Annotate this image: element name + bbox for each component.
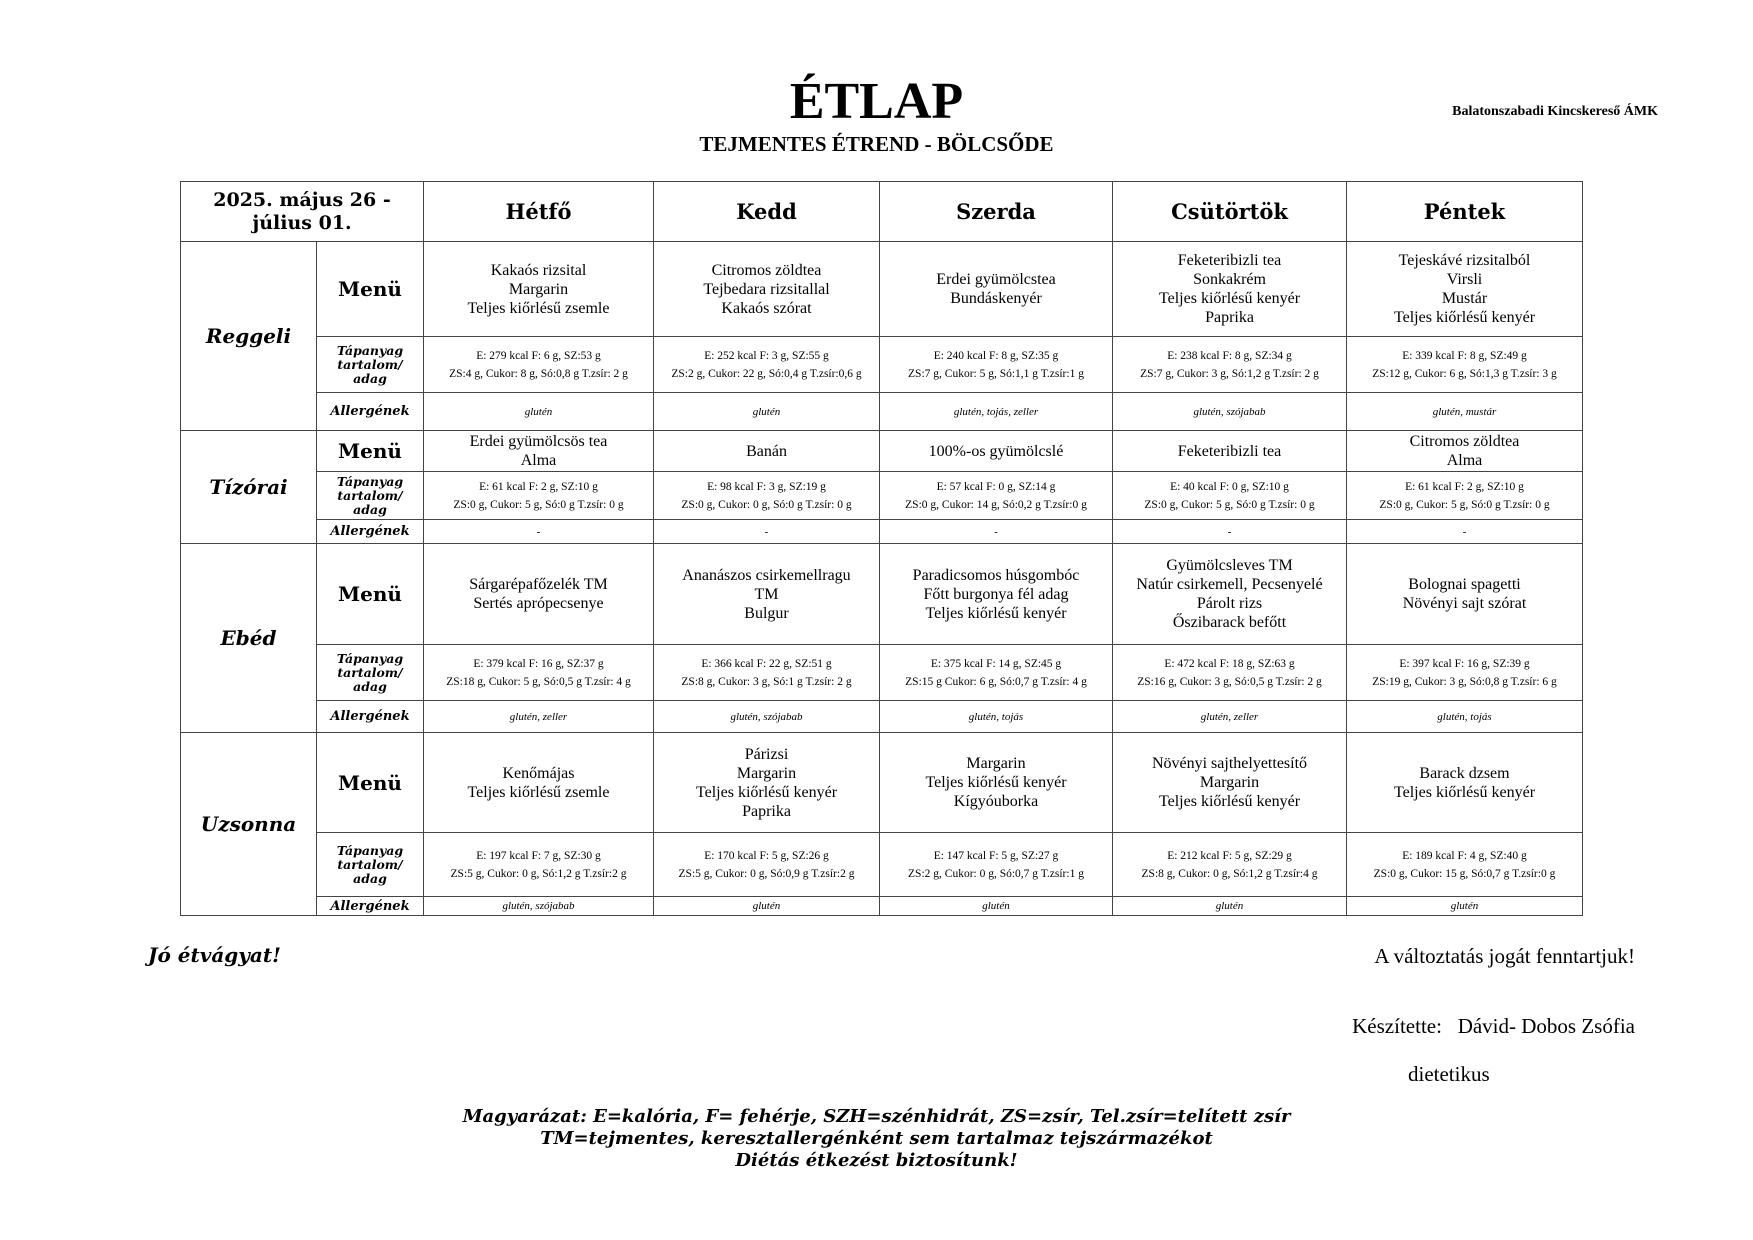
header-row	[181, 182, 1583, 242]
menu-cell	[880, 733, 1113, 833]
nutrition-line: ZS:0 g, Cukor: 14 g, Só:0,2 g T.zsír:0 g	[905, 498, 1087, 511]
disclaimer: A változtatás jogát fenntartjuk!	[1374, 944, 1635, 968]
nutrition-cell	[880, 337, 1113, 393]
organization-name: Balatonszabadi Kincskereső ÁMK	[1452, 104, 1658, 119]
menu-item: Teljes kiőrlésű kenyér	[925, 774, 1067, 791]
menu-item: 100%-os gyümölcslé	[928, 442, 1064, 460]
nutrition-line: ZS:5 g, Cukor: 0 g, Só:0,9 g T.zsír:2 g	[678, 867, 855, 880]
menu-cell	[1347, 431, 1583, 472]
nutrition-cell	[654, 472, 880, 520]
nutrition-line: ZS:2 g, Cukor: 0 g, Só:0,7 g T.zsír:1 g	[908, 867, 1084, 880]
menu-item: Bolognai spagetti	[1408, 576, 1521, 593]
nutrition-label-line: adag	[353, 501, 387, 517]
menu-item: Erdei gyümölcsös tea	[469, 433, 608, 450]
menu-item: Gyümölcsleves TM	[1166, 557, 1293, 574]
nutrition-cell	[1113, 833, 1347, 897]
nutrition-label-line: adag	[353, 870, 387, 886]
menu-label: Menü	[317, 242, 424, 337]
nutrition-label-line: Tápanyag	[336, 842, 404, 858]
day-header: Hétfő	[424, 182, 654, 242]
allergen-cell: -	[654, 520, 880, 544]
nutrition-cell	[1347, 645, 1583, 701]
menu-cell	[1113, 733, 1347, 833]
allergen-label: Allergének	[317, 701, 424, 733]
meal-name: Uzsonna	[181, 733, 317, 916]
nutrition-line: E: 238 kcal F: 8 g, SZ:34 g	[1167, 349, 1292, 362]
menu-item: Citromos zöldtea	[711, 261, 822, 279]
nutrition-line: ZS:18 g, Cukor: 5 g, Só:0,5 g T.zsír: 4 g	[446, 675, 631, 688]
menu-label: Menü	[317, 544, 424, 645]
nutrition-label-line: adag	[353, 370, 387, 386]
menu-item: Párolt rizs	[1196, 595, 1263, 612]
menu-item: Növényi sajt szórat	[1402, 595, 1527, 612]
nutrition-line: E: 189 kcal F: 4 g, SZ:40 g	[1402, 849, 1527, 862]
nutrition-label	[317, 337, 424, 393]
nutrition-line: E: 375 kcal F: 14 g, SZ:45 g	[930, 657, 1062, 670]
menu-cell	[654, 431, 880, 472]
menu-item: Alma	[520, 452, 557, 469]
date-range-end: július 01.	[252, 211, 352, 234]
nutrition-line: E: 57 kcal F: 0 g, SZ:14 g	[936, 480, 1056, 493]
nutrition-line: ZS:16 g, Cukor: 3 g, Só:0,5 g T.zsír: 2 g	[1137, 675, 1322, 688]
menu-cell	[654, 733, 880, 833]
menu-item: Tejeskávé rizsitalból	[1398, 252, 1531, 269]
day-header: Csütörtök	[1113, 182, 1347, 242]
nutrition-label	[317, 833, 424, 897]
nutrition-line: ZS:19 g, Cukor: 3 g, Só:0,8 g T.zsír: 6 g	[1372, 675, 1557, 688]
nutrition-label-line: Tápanyag	[336, 473, 404, 489]
nutrition-label-line: tartalom/	[337, 664, 403, 680]
nutrition-cell	[654, 833, 880, 897]
nutrition-cell	[1113, 472, 1347, 520]
allergen-cell: -	[424, 520, 654, 544]
nutrition-line: ZS:5 g, Cukor: 0 g, Só:1,2 g T.zsír:2 g	[450, 867, 627, 880]
nutrition-line: E: 98 kcal F: 3 g, SZ:19 g	[707, 480, 826, 493]
nutrition-line: E: 397 kcal F: 16 g, SZ:39 g	[1399, 657, 1530, 670]
menu-item: Teljes kiőrlésű kenyér	[695, 783, 838, 801]
menu-item: Teljes kiőrlésű zsemle	[467, 299, 610, 317]
nutrition-line: ZS:7 g, Cukor: 5 g, Só:1,1 g T.zsír:1 g	[908, 367, 1084, 380]
allergen-cell: glutén	[654, 897, 880, 916]
menu-item: Paradicsomos húsgombóc	[912, 566, 1080, 584]
meal-name: Ebéd	[181, 544, 317, 733]
allergen-row	[181, 393, 1583, 431]
allergen-cell: glutén	[424, 393, 654, 431]
menu-item: Paprika	[742, 802, 791, 820]
menu-item: Feketeribizli tea	[1177, 442, 1282, 460]
nutrition-line: E: 197 kcal F: 7 g, SZ:30 g	[476, 849, 601, 862]
menu-item: Margarin	[1199, 774, 1260, 791]
allergen-row	[181, 520, 1583, 544]
menu-item: Mustár	[1441, 290, 1488, 307]
menu-item: Sonkakrém	[1193, 271, 1266, 288]
nutrition-line: ZS:0 g, Cukor: 5 g, Só:0 g T.zsír: 0 g	[1144, 498, 1315, 511]
nutrition-label-line: Tápanyag	[336, 650, 404, 666]
legend-line: TM=tejmentes, keresztallergénként sem tartalmaz tejszármazékot	[540, 1128, 1213, 1149]
allergen-cell: -	[880, 520, 1113, 544]
nutrition-cell	[424, 337, 654, 393]
legend-line: Magyarázat: E=kalória, F= fehérje, SZH=szénhidrát, ZS=zsír, Tel.zsír=telített zsír	[462, 1106, 1291, 1127]
menu-item: Margarin	[966, 755, 1026, 772]
allergen-label: Allergének	[317, 897, 424, 916]
day-header: Péntek	[1347, 182, 1583, 242]
menu-item: Ananászos csirkemellragu	[682, 566, 851, 584]
menu-cell	[424, 544, 654, 645]
menu-cell	[880, 544, 1113, 645]
menu-cell	[1347, 242, 1583, 337]
menu-item: Párizsi	[744, 745, 789, 763]
nutrition-row	[181, 833, 1583, 897]
menu-cell	[1113, 242, 1347, 337]
menu-item: Növényi sajthelyettesítő	[1151, 755, 1308, 772]
meal-name: Tízórai	[181, 431, 317, 544]
nutrition-cell	[880, 833, 1113, 897]
nutrition-label-line: Tápanyag	[336, 342, 404, 358]
nutrition-line: E: 279 kcal F: 6 g, SZ:53 g	[476, 349, 601, 362]
date-range	[181, 182, 424, 242]
menu-item: Kígyóuborka	[953, 793, 1039, 810]
menu-item: Tejbedara rizsitallal	[703, 280, 830, 298]
menu-cell	[880, 431, 1113, 472]
menu-row	[181, 431, 1583, 472]
menu-item: Főtt burgonya fél adag	[923, 585, 1069, 603]
nutrition-line: E: 240 kcal F: 8 g, SZ:35 g	[933, 349, 1059, 362]
nutrition-cell	[1347, 833, 1583, 897]
allergen-cell: glutén	[1347, 897, 1583, 916]
nutrition-line: ZS:12 g, Cukor: 6 g, Só:1,3 g T.zsír: 3 g	[1372, 367, 1557, 380]
nutrition-line: E: 147 kcal F: 5 g, SZ:27 g	[933, 849, 1059, 862]
menu-cell	[880, 242, 1113, 337]
allergen-cell: glutén, mustár	[1347, 393, 1583, 431]
menu-row	[181, 733, 1583, 833]
menu-item: Paprika	[1205, 309, 1254, 326]
nutrition-line: ZS:8 g, Cukor: 3 g, Só:1 g T.zsír: 2 g	[681, 675, 852, 688]
page-title: ÉTLAP	[789, 73, 964, 130]
nutrition-line: E: 472 kcal F: 18 g, SZ:63 g	[1164, 657, 1295, 670]
nutrition-line: ZS:0 g, Cukor: 15 g, Só:0,7 g T.zsír:0 g	[1373, 867, 1556, 880]
allergen-cell: glutén, zeller	[424, 701, 654, 733]
nutrition-row	[181, 645, 1583, 701]
allergen-cell: -	[1113, 520, 1347, 544]
nutrition-label	[317, 645, 424, 701]
menu-item: Őszibarack befőtt	[1172, 614, 1287, 631]
menu-item: Banán	[746, 442, 787, 460]
legend	[0, 1106, 1753, 1172]
menu-item: Kakaós szórat	[721, 299, 812, 317]
menu-cell	[1113, 431, 1347, 472]
menu-item: Feketeribizli tea	[1177, 252, 1282, 269]
nutrition-cell	[424, 645, 654, 701]
nutrition-label-line: tartalom/	[337, 856, 403, 872]
allergen-cell: glutén, szójabab	[654, 701, 880, 733]
allergen-cell: glutén, tojás	[1347, 701, 1583, 733]
date-range-start: 2025. május 26 -	[213, 188, 391, 211]
allergen-row	[181, 897, 1583, 916]
menu-item: Kakaós rizsital	[490, 261, 587, 279]
nutrition-line: E: 379 kcal F: 16 g, SZ:37 g	[473, 657, 604, 670]
meal-name: Reggeli	[181, 242, 317, 431]
allergen-cell: glutén	[880, 897, 1113, 916]
menu-item: Teljes kiőrlésű kenyér	[1393, 309, 1536, 326]
nutrition-cell	[1113, 645, 1347, 701]
menu-item: Erdei gyümölcstea	[936, 271, 1056, 288]
menu-item: Bulgur	[744, 604, 789, 622]
menu-item: Virsli	[1446, 271, 1483, 288]
nutrition-cell	[1347, 472, 1583, 520]
nutrition-line: E: 366 kcal F: 22 g, SZ:51 g	[701, 657, 832, 670]
day-header: Kedd	[654, 182, 880, 242]
menu-item: Margarin	[736, 764, 797, 782]
menu-cell	[654, 544, 880, 645]
menu-item: Teljes kiőrlésű kenyér	[925, 604, 1067, 622]
nutrition-row	[181, 472, 1583, 520]
menu-item: Teljes kiőrlésű kenyér	[1158, 793, 1301, 810]
prepared-by-label: Készítette:	[1352, 1014, 1442, 1038]
menu-item: Sertés aprópecsenye	[473, 595, 604, 612]
nutrition-cell	[1113, 337, 1347, 393]
nutrition-line: ZS:0 g, Cukor: 5 g, Só:0 g T.zsír: 0 g	[453, 498, 624, 511]
nutrition-row	[181, 337, 1583, 393]
menu-cell	[424, 733, 654, 833]
allergen-cell: glutén, zeller	[1113, 701, 1347, 733]
nutrition-line: ZS:2 g, Cukor: 22 g, Só:0,4 g T.zsír:0,6 g	[671, 367, 862, 380]
allergen-label: Allergének	[317, 520, 424, 544]
nutrition-line: E: 212 kcal F: 5 g, SZ:29 g	[1167, 849, 1292, 862]
menu-item: TM	[754, 585, 779, 603]
nutrition-line: E: 339 kcal F: 8 g, SZ:49 g	[1402, 349, 1527, 362]
nutrition-label-line: adag	[353, 678, 387, 694]
allergen-cell: glutén, szójabab	[424, 897, 654, 916]
legend-line: Diétás étkezést biztosítunk!	[735, 1150, 1018, 1171]
menu-item: Teljes kiőrlésű kenyér	[1158, 290, 1301, 307]
nutrition-cell	[880, 645, 1113, 701]
nutrition-cell	[654, 337, 880, 393]
menu-item: Citromos zöldtea	[1409, 433, 1520, 450]
nutrition-line: ZS:15 g Cukor: 6 g, Só:0,7 g T.zsír: 4 g	[905, 675, 1087, 688]
menu-item: Barack dzsem	[1419, 764, 1510, 782]
menu-cell	[424, 431, 654, 472]
menu-row	[181, 242, 1583, 337]
nutrition-cell	[424, 472, 654, 520]
nutrition-line: E: 61 kcal F: 2 g, SZ:10 g	[1405, 480, 1524, 493]
menu-table	[180, 181, 1583, 916]
allergen-cell: glutén, tojás, zeller	[880, 393, 1113, 431]
nutrition-label-line: tartalom/	[337, 487, 403, 503]
menu-item: Kenőmájas	[502, 764, 575, 782]
menu-row	[181, 544, 1583, 645]
menu-item: Margarin	[508, 280, 569, 298]
nutrition-line: ZS:4 g, Cukor: 8 g, Só:0,8 g T.zsír: 2 g	[449, 367, 628, 380]
day-header: Szerda	[880, 182, 1113, 242]
page-subtitle: TEJMENTES ÉTREND - BÖLCSŐDE	[699, 132, 1054, 156]
nutrition-line: E: 252 kcal F: 3 g, SZ:55 g	[704, 349, 829, 362]
menu-cell	[654, 242, 880, 337]
nutrition-cell	[880, 472, 1113, 520]
nutrition-cell	[424, 833, 654, 897]
nutrition-line: ZS:0 g, Cukor: 5 g, Só:0 g T.zsír: 0 g	[1379, 498, 1550, 511]
allergen-cell: glutén	[1113, 897, 1347, 916]
menu-cell	[1113, 544, 1347, 645]
nutrition-cell	[1347, 337, 1583, 393]
prepared-by	[1352, 1014, 1635, 1039]
nutrition-line: E: 61 kcal F: 2 g, SZ:10 g	[479, 480, 598, 493]
nutrition-line: ZS:0 g, Cukor: 0 g, Só:0 g T.zsír: 0 g	[681, 498, 852, 511]
menu-cell	[1347, 733, 1583, 833]
greeting: Jó étvágyat!	[148, 943, 281, 967]
allergen-cell: glutén	[654, 393, 880, 431]
nutrition-line: ZS:7 g, Cukor: 3 g, Só:1,2 g T.zsír: 2 g	[1140, 367, 1319, 380]
menu-item: Teljes kiőrlésű zsemle	[467, 783, 610, 801]
menu-label: Menü	[317, 431, 424, 472]
nutrition-line: E: 40 kcal F: 0 g, SZ:10 g	[1170, 480, 1289, 493]
preparer-role: dietetikus	[1408, 1062, 1490, 1086]
allergen-cell: glutén, tojás	[880, 701, 1113, 733]
menu-cell	[1347, 544, 1583, 645]
menu-item: Natúr csirkemell, Pecsenyelé	[1136, 576, 1323, 593]
prepared-by-name: Dávid- Dobos Zsófia	[1457, 1014, 1635, 1038]
allergen-label: Allergének	[317, 393, 424, 431]
menu-cell	[424, 242, 654, 337]
menu-label: Menü	[317, 733, 424, 833]
nutrition-cell	[654, 645, 880, 701]
allergen-cell: glutén, szójabab	[1113, 393, 1347, 431]
nutrition-line: ZS:8 g, Cukor: 0 g, Só:1,2 g T.zsír:4 g	[1141, 867, 1318, 880]
menu-item: Bundáskenyér	[950, 290, 1042, 307]
nutrition-label-line: tartalom/	[337, 356, 403, 372]
nutrition-label	[317, 472, 424, 520]
menu-item: Teljes kiőrlésű kenyér	[1393, 783, 1536, 801]
menu-item: Sárgarépafőzelék TM	[469, 576, 608, 593]
allergen-cell: -	[1347, 520, 1583, 544]
allergen-row	[181, 701, 1583, 733]
nutrition-line: E: 170 kcal F: 5 g, SZ:26 g	[704, 849, 829, 862]
menu-item: Alma	[1446, 452, 1483, 469]
